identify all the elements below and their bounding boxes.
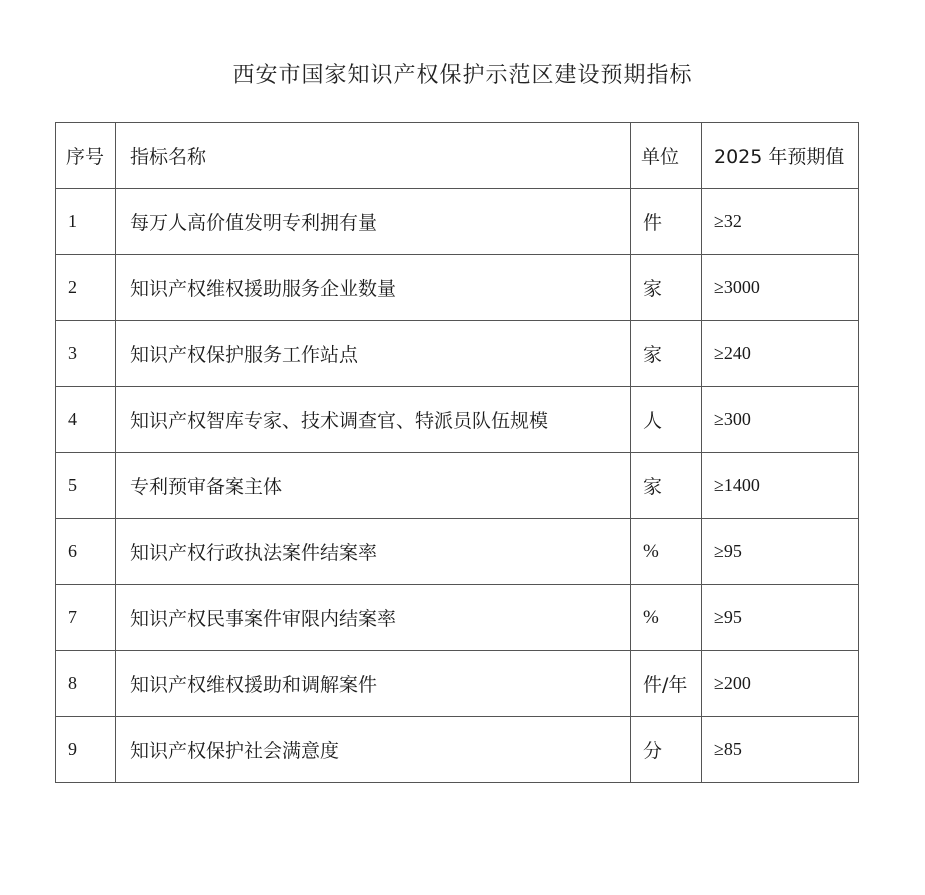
header-value: 2025 年预期值 bbox=[702, 123, 859, 189]
row-unit: 件/年 bbox=[631, 651, 702, 717]
row-name: 知识产权智库专家、技术调查官、特派员队伍规模 bbox=[116, 387, 631, 453]
row-unit: 件 bbox=[631, 189, 702, 255]
row-name: 知识产权民事案件审限内结案率 bbox=[116, 585, 631, 651]
row-name: 知识产权保护服务工作站点 bbox=[116, 321, 631, 387]
row-name: 知识产权维权援助服务企业数量 bbox=[116, 255, 631, 321]
table-row bbox=[56, 255, 859, 321]
row-unit: 家 bbox=[631, 453, 702, 519]
row-index: 3 bbox=[56, 321, 116, 387]
header-unit: 单位 bbox=[631, 123, 702, 189]
header-index: 序号 bbox=[56, 123, 116, 189]
table-row bbox=[56, 189, 859, 255]
table-header-row bbox=[56, 123, 859, 189]
row-value: ≥95 bbox=[702, 585, 859, 651]
table-row bbox=[56, 519, 859, 585]
row-value: ≥240 bbox=[702, 321, 859, 387]
row-unit: 分 bbox=[631, 717, 702, 783]
row-unit: 家 bbox=[631, 321, 702, 387]
row-index: 7 bbox=[56, 585, 116, 651]
header-name: 指标名称 bbox=[116, 123, 631, 189]
row-index: 8 bbox=[56, 651, 116, 717]
table-row bbox=[56, 651, 859, 717]
indicator-table bbox=[55, 122, 859, 783]
row-value: ≥95 bbox=[702, 519, 859, 585]
row-name: 每万人高价值发明专利拥有量 bbox=[116, 189, 631, 255]
row-unit: % bbox=[631, 585, 702, 651]
row-value: ≥1400 bbox=[702, 453, 859, 519]
row-name: 知识产权维权援助和调解案件 bbox=[116, 651, 631, 717]
row-index: 6 bbox=[56, 519, 116, 585]
row-index: 4 bbox=[56, 387, 116, 453]
row-index: 9 bbox=[56, 717, 116, 783]
row-name: 专利预审备案主体 bbox=[116, 453, 631, 519]
table-row bbox=[56, 717, 859, 783]
row-index: 1 bbox=[56, 189, 116, 255]
row-index: 2 bbox=[56, 255, 116, 321]
table-row bbox=[56, 585, 859, 651]
row-value: ≥3000 bbox=[702, 255, 859, 321]
table-row bbox=[56, 453, 859, 519]
row-index: 5 bbox=[56, 453, 116, 519]
row-unit: % bbox=[631, 519, 702, 585]
row-value: ≥85 bbox=[702, 717, 859, 783]
row-unit: 家 bbox=[631, 255, 702, 321]
table-row bbox=[56, 321, 859, 387]
table-row bbox=[56, 387, 859, 453]
page-title: 西安市国家知识产权保护示范区建设预期指标 bbox=[232, 63, 693, 88]
row-name: 知识产权行政执法案件结案率 bbox=[116, 519, 631, 585]
row-value: ≥300 bbox=[702, 387, 859, 453]
row-value: ≥200 bbox=[702, 651, 859, 717]
row-value: ≥32 bbox=[702, 189, 859, 255]
row-name: 知识产权保护社会满意度 bbox=[116, 717, 631, 783]
row-unit: 人 bbox=[631, 387, 702, 453]
